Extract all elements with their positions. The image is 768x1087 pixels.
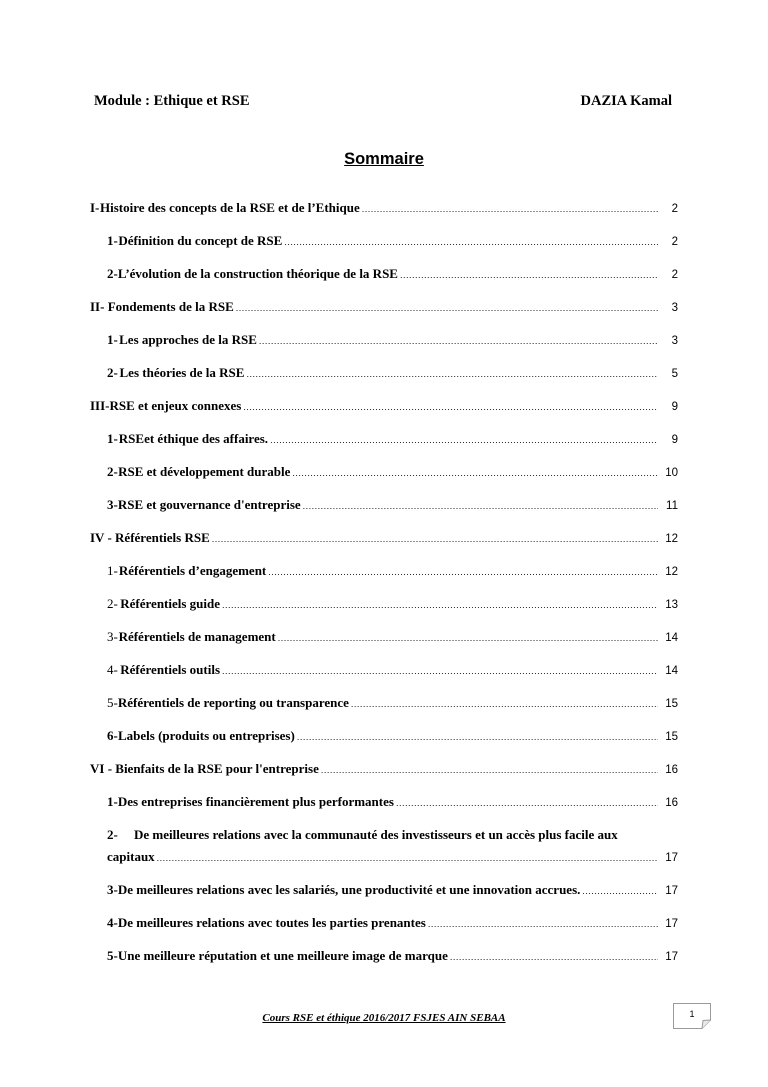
toc-leader-dots bbox=[259, 336, 658, 346]
toc-entry-page: 17 bbox=[665, 918, 678, 930]
author-name: DAZIA Kamal bbox=[580, 93, 672, 109]
toc-entry-number: 3- bbox=[107, 882, 118, 897]
toc-entry-label: Une meilleure réputation et une meilleure image de marque bbox=[117, 948, 448, 963]
toc-entry-number: 2- bbox=[107, 365, 118, 380]
toc-leader-dots bbox=[270, 435, 658, 445]
toc-entry-number: 3- bbox=[107, 629, 118, 644]
toc-entry[interactable] bbox=[90, 530, 678, 563]
toc-entry-page: 14 bbox=[665, 665, 678, 677]
toc-leader-dots bbox=[212, 534, 658, 544]
toc-entry-page: 9 bbox=[671, 434, 678, 446]
toc-entry-page: 11 bbox=[666, 500, 678, 512]
toc-entry[interactable] bbox=[90, 827, 678, 871]
toc-leader-dots bbox=[321, 765, 658, 775]
toc-entry[interactable] bbox=[90, 882, 678, 915]
toc-entry-page: 3 bbox=[671, 335, 678, 347]
toc-leader-dots bbox=[396, 798, 658, 808]
toc-entry[interactable] bbox=[90, 299, 678, 332]
toc-leader-dots bbox=[278, 633, 658, 643]
toc-entry-label: De meilleures relations avec les salariés, une productivité et une innovation accrues. bbox=[117, 882, 581, 897]
toc-entry-number: 6- bbox=[107, 728, 118, 743]
toc-entry-label: RSE et développement durable bbox=[118, 464, 291, 479]
toc-leader-dots bbox=[236, 303, 658, 313]
toc-entry[interactable] bbox=[90, 233, 678, 266]
toc-entry-page: 9 bbox=[671, 401, 678, 413]
page-footer: Cours RSE et éthique 2016/2017 FSJES AIN SEBAA bbox=[262, 1012, 506, 1024]
toc-entry-page: 3 bbox=[671, 302, 678, 314]
page-number: 1 bbox=[689, 1009, 695, 1019]
toc-entry-label: De meilleures relations avec toutes les parties prenantes bbox=[117, 915, 426, 930]
toc-entry-number: 3- bbox=[107, 497, 118, 512]
toc-entry-number: 2- bbox=[107, 464, 118, 479]
toc-entry-number: 1- bbox=[107, 563, 118, 578]
toc-leader-dots bbox=[222, 666, 658, 676]
toc-entry[interactable] bbox=[90, 464, 678, 497]
toc-leader-dots bbox=[284, 237, 658, 247]
toc-entry[interactable] bbox=[90, 695, 678, 728]
toc-entry-number: 2- bbox=[107, 827, 118, 842]
toc-leader-dots bbox=[157, 853, 658, 863]
module-title: Module : Ethique et RSE bbox=[94, 93, 250, 109]
toc-entry[interactable] bbox=[90, 431, 678, 464]
toc-leader-dots bbox=[400, 270, 658, 280]
toc-entry-label: Référentiels de reporting ou transparence bbox=[117, 695, 349, 710]
toc-entry-number: 4- bbox=[107, 915, 118, 930]
toc-entry-page: 17 bbox=[665, 852, 678, 864]
toc-entry-number: 5- bbox=[107, 695, 118, 710]
toc-entry-number: 1- bbox=[107, 431, 118, 446]
toc-entry[interactable] bbox=[90, 332, 678, 365]
toc-entry-label: II- Fondements de la RSE bbox=[90, 299, 234, 314]
toc-entry[interactable] bbox=[90, 398, 678, 431]
toc-entry-page: 2 bbox=[671, 203, 678, 215]
toc-entry-number: 4- bbox=[107, 662, 118, 677]
toc-entry[interactable] bbox=[90, 266, 678, 299]
toc-entry-label: Des entreprises financièrement plus performantes bbox=[117, 794, 394, 809]
toc-entry[interactable] bbox=[90, 200, 678, 233]
toc-entry-page: 2 bbox=[671, 269, 678, 281]
toc-entry-label: De meilleures relations avec la communauté des investisseurs et un accès plus facile aux bbox=[134, 827, 618, 842]
toc-entry[interactable] bbox=[90, 497, 678, 530]
toc-entry-label: RSEet éthique des affaires. bbox=[118, 431, 269, 446]
toc-entry[interactable] bbox=[90, 794, 678, 827]
toc-entry-page: 13 bbox=[665, 599, 678, 611]
toc-entry-label: Référentiels d’engagement bbox=[118, 563, 267, 578]
toc-entry-label: IV - Référentiels RSE bbox=[90, 530, 210, 545]
toc-entry[interactable] bbox=[90, 948, 678, 981]
toc-entry-number: 2- bbox=[107, 266, 118, 281]
toc-entry[interactable] bbox=[90, 728, 678, 761]
toc-entry-page: 10 bbox=[665, 467, 678, 479]
toc-entry-label: Labels (produits ou entreprises) bbox=[117, 728, 295, 743]
toc-entry-label: Histoire des concepts de la RSE et de l’Ethique bbox=[100, 200, 360, 215]
toc-entry-label: Les approches de la RSE bbox=[119, 332, 257, 347]
toc-entry-number: 1- bbox=[107, 233, 118, 248]
toc-entry-label: VI - Bienfaits de la RSE pour l'entreprise bbox=[90, 761, 319, 776]
toc-entry-label: Référentiels outils bbox=[120, 662, 221, 677]
toc-entry-label-continued: capitaux bbox=[107, 849, 155, 864]
toc-leader-dots bbox=[362, 204, 658, 214]
toc-entry-page: 17 bbox=[665, 951, 678, 963]
toc-entry-page: 12 bbox=[665, 566, 678, 578]
toc-entry-label: L’évolution de la construction théorique de la RSE bbox=[117, 266, 398, 281]
toc-entry-page: 15 bbox=[665, 698, 678, 710]
toc-leader-dots bbox=[292, 468, 658, 478]
toc-leader-dots bbox=[303, 501, 658, 511]
toc-entry-page: 2 bbox=[671, 236, 678, 248]
toc-leader-dots bbox=[243, 402, 658, 412]
toc-entry[interactable] bbox=[90, 365, 678, 398]
page-header bbox=[94, 93, 672, 113]
toc-leader-dots bbox=[297, 732, 658, 742]
toc-entry[interactable] bbox=[90, 629, 678, 662]
toc-entry-page: 16 bbox=[665, 797, 678, 809]
toc-entry-label: Référentiels guide bbox=[120, 596, 221, 611]
toc-entry-label: Référentiels de management bbox=[118, 629, 276, 644]
toc-leader-dots bbox=[222, 600, 658, 610]
toc-entry[interactable] bbox=[90, 915, 678, 948]
toc-entry-page: 17 bbox=[665, 885, 678, 897]
toc-entry-label: III-RSE et enjeux connexes bbox=[90, 398, 242, 413]
toc-entry[interactable] bbox=[90, 596, 678, 629]
toc-entry-number: 1- bbox=[107, 332, 118, 347]
toc-leader-dots bbox=[582, 886, 658, 896]
toc-entry-page: 12 bbox=[665, 533, 678, 545]
toc-entry-label: Les théories de la RSE bbox=[119, 365, 245, 380]
page-title: Sommaire bbox=[344, 150, 424, 168]
toc-entry[interactable] bbox=[90, 662, 678, 695]
toc-entry-page: 16 bbox=[665, 764, 678, 776]
toc-leader-dots bbox=[428, 919, 658, 929]
page-number-box bbox=[673, 1003, 711, 1029]
toc-entry-number: 2- bbox=[107, 596, 118, 611]
toc-entry-number: 1- bbox=[107, 794, 118, 809]
toc-entry-page: 14 bbox=[665, 632, 678, 644]
toc-leader-dots bbox=[351, 699, 658, 709]
toc-entry-label: RSE et gouvernance d'entreprise bbox=[117, 497, 301, 512]
toc-entry-number: 5- bbox=[107, 948, 118, 963]
toc-entry[interactable] bbox=[90, 563, 678, 596]
toc-entry[interactable] bbox=[90, 761, 678, 794]
toc-entry-page: 15 bbox=[665, 731, 678, 743]
toc-entry-page: 5 bbox=[671, 368, 678, 380]
toc-entry-number: I- bbox=[90, 200, 100, 215]
toc-entry-label: Définition du concept de RSE bbox=[118, 233, 283, 248]
table-of-contents bbox=[90, 200, 678, 981]
toc-leader-dots bbox=[246, 369, 658, 379]
toc-leader-dots bbox=[268, 567, 658, 577]
toc-leader-dots bbox=[450, 952, 658, 962]
